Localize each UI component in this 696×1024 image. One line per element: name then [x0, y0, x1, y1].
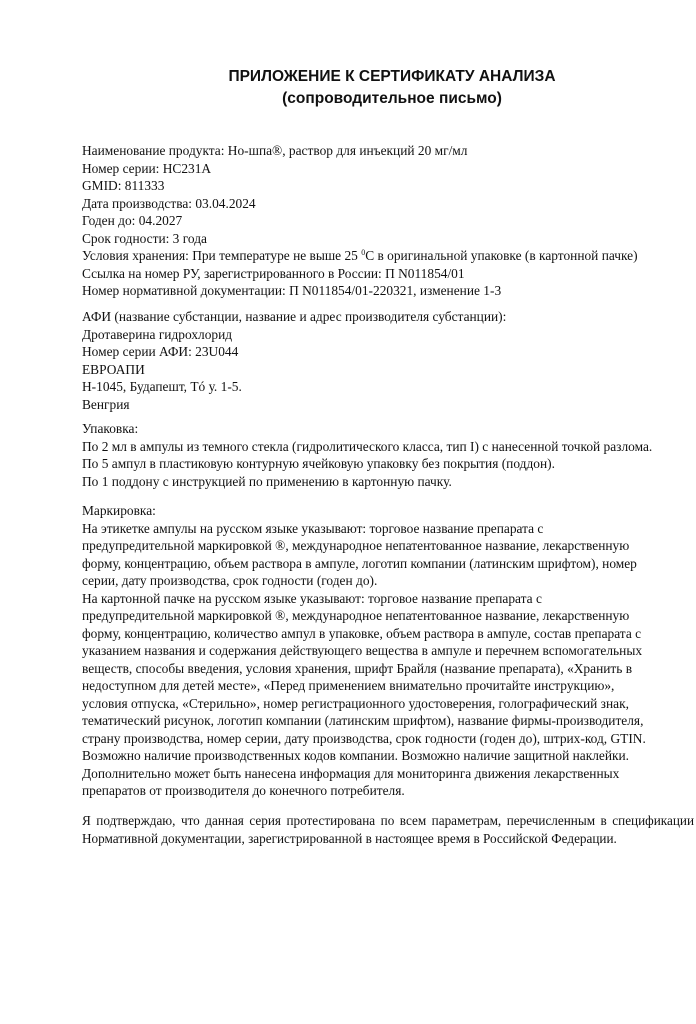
api-address: H-1045, Будапешт, Tó у. 1-5. — [82, 379, 242, 394]
gmid: GMID: 811333 — [82, 178, 165, 193]
api-header: АФИ (название субстанции, название и адрес производителя субстанции): — [82, 309, 507, 324]
title-line-1: ПРИЛОЖЕНИЕ К СЕРТИФИКАТУ АНАЛИЗА — [228, 68, 556, 85]
storage-text-end: С в оригинальной упаковке (в картонной пачке) — [365, 248, 638, 263]
product-info-section — [82, 142, 694, 300]
marking-line: веществ, способы введения, условия хранения, шрифт Брайля (название препарата), «Хранить в — [82, 660, 633, 676]
batch-number: Номер серии: HC231A — [82, 160, 212, 176]
packaging-line: По 2 мл в ампулы из темного стекла (гидролитического класса, тип I) с нанесенной точкой разлома. — [82, 438, 653, 454]
storage-conditions — [82, 247, 694, 265]
manufacture-date: Дата производства: 03.04.2024 — [82, 195, 256, 211]
expiry-date: Годен до: 04.2027 — [82, 213, 183, 228]
marking-line: форму, концентрацию, количество ампул в упаковке, объем раствора в ампуле, состав препарата с — [82, 625, 642, 641]
confirmation-statement: Я подтверждаю, что данная серия протестирована по всем параметрам, перечисленным в спецификации Нормативной документации, зарегистрированной в настоящее время в Российской Федерации. — [82, 813, 694, 846]
marking-line: предупредительной маркировкой ®, международное непатентованное название, лекарственную — [82, 608, 630, 623]
degree-superscript: 0 — [361, 248, 366, 257]
marking-line: указанием названия и содержания действующего вещества в ампуле и перечнем вспомогательных — [82, 643, 643, 658]
marking-line: тематический рисунок, логотип компании (латинским шрифтом), название фирмы-производителя, — [82, 713, 644, 728]
marking-line: Дополнительно может быть нанесена информация для мониторинга движения лекарственных — [82, 765, 620, 781]
api-batch: Номер серии АФИ: 23U044 — [82, 344, 239, 359]
registration-reference: Ссылка на номер РУ, зарегистрированного в России: П N011854/01 — [82, 265, 465, 281]
packaging-line: По 1 поддону с инструкцией по применению в картонную пачку. — [82, 473, 452, 489]
marking-header: Маркировка: — [82, 503, 156, 518]
marking-line: На картонной пачке на русском языке указывают: торговое название препарата с — [82, 590, 542, 606]
api-manufacturer: ЕВРОАПИ — [82, 361, 145, 377]
document-title — [0, 66, 696, 110]
marking-line: предупредительной маркировкой ®, международное непатентованное название, лекарственную — [82, 538, 630, 553]
packaging-line: По 5 ампул в пластиковую контурную ячейковую упаковку без покрытия (поддон). — [82, 456, 555, 471]
marking-line: страну производства, номер серии, дату производства, срок годности (годен до), штрих-код, GTIN. — [82, 730, 646, 746]
marking-line: Возможно наличие производственных кодов компании. Возможно наличие защитной наклейки. — [82, 748, 630, 763]
marking-line: препаратов от производителя до конечного потребителя. — [82, 783, 405, 798]
marking-line: недоступном для детей месте», «Перед применением внимательно прочитайте инструкцию», — [82, 678, 615, 693]
api-section — [82, 308, 694, 413]
normative-document-number: Номер нормативной документации: П N011854/01-220321, изменение 1-3 — [82, 283, 502, 298]
marking-line: На этикетке ампулы на русском языке указывают: торговое название препарата с — [82, 520, 544, 536]
packaging-section — [82, 420, 694, 490]
title-line-2: (сопроводительное письмо) — [282, 90, 502, 107]
product-name: Наименование продукта: Но-шпа®, раствор для инъекций 20 мг/мл — [82, 143, 468, 158]
marking-line: форму, концентрацию, объем раствора в ампуле, логотип компании (латинским шрифтом), номер — [82, 555, 637, 571]
packaging-header: Упаковка: — [82, 421, 139, 436]
api-country: Венгрия — [82, 396, 130, 412]
marking-line: серии, дату производства, срок годности (годен до). — [82, 573, 378, 588]
marking-section — [82, 502, 694, 800]
marking-line: условия отпуска, «Стерильно», номер регистрационного удостоверения, голографический знак, — [82, 695, 629, 711]
shelf-life: Срок годности: 3 года — [82, 230, 207, 246]
api-substance: Дротаверина гидрохлорид — [82, 326, 233, 342]
storage-text-start: Условия хранения: При температуре не выше 25 — [82, 248, 362, 263]
confirmation-section — [82, 812, 694, 848]
